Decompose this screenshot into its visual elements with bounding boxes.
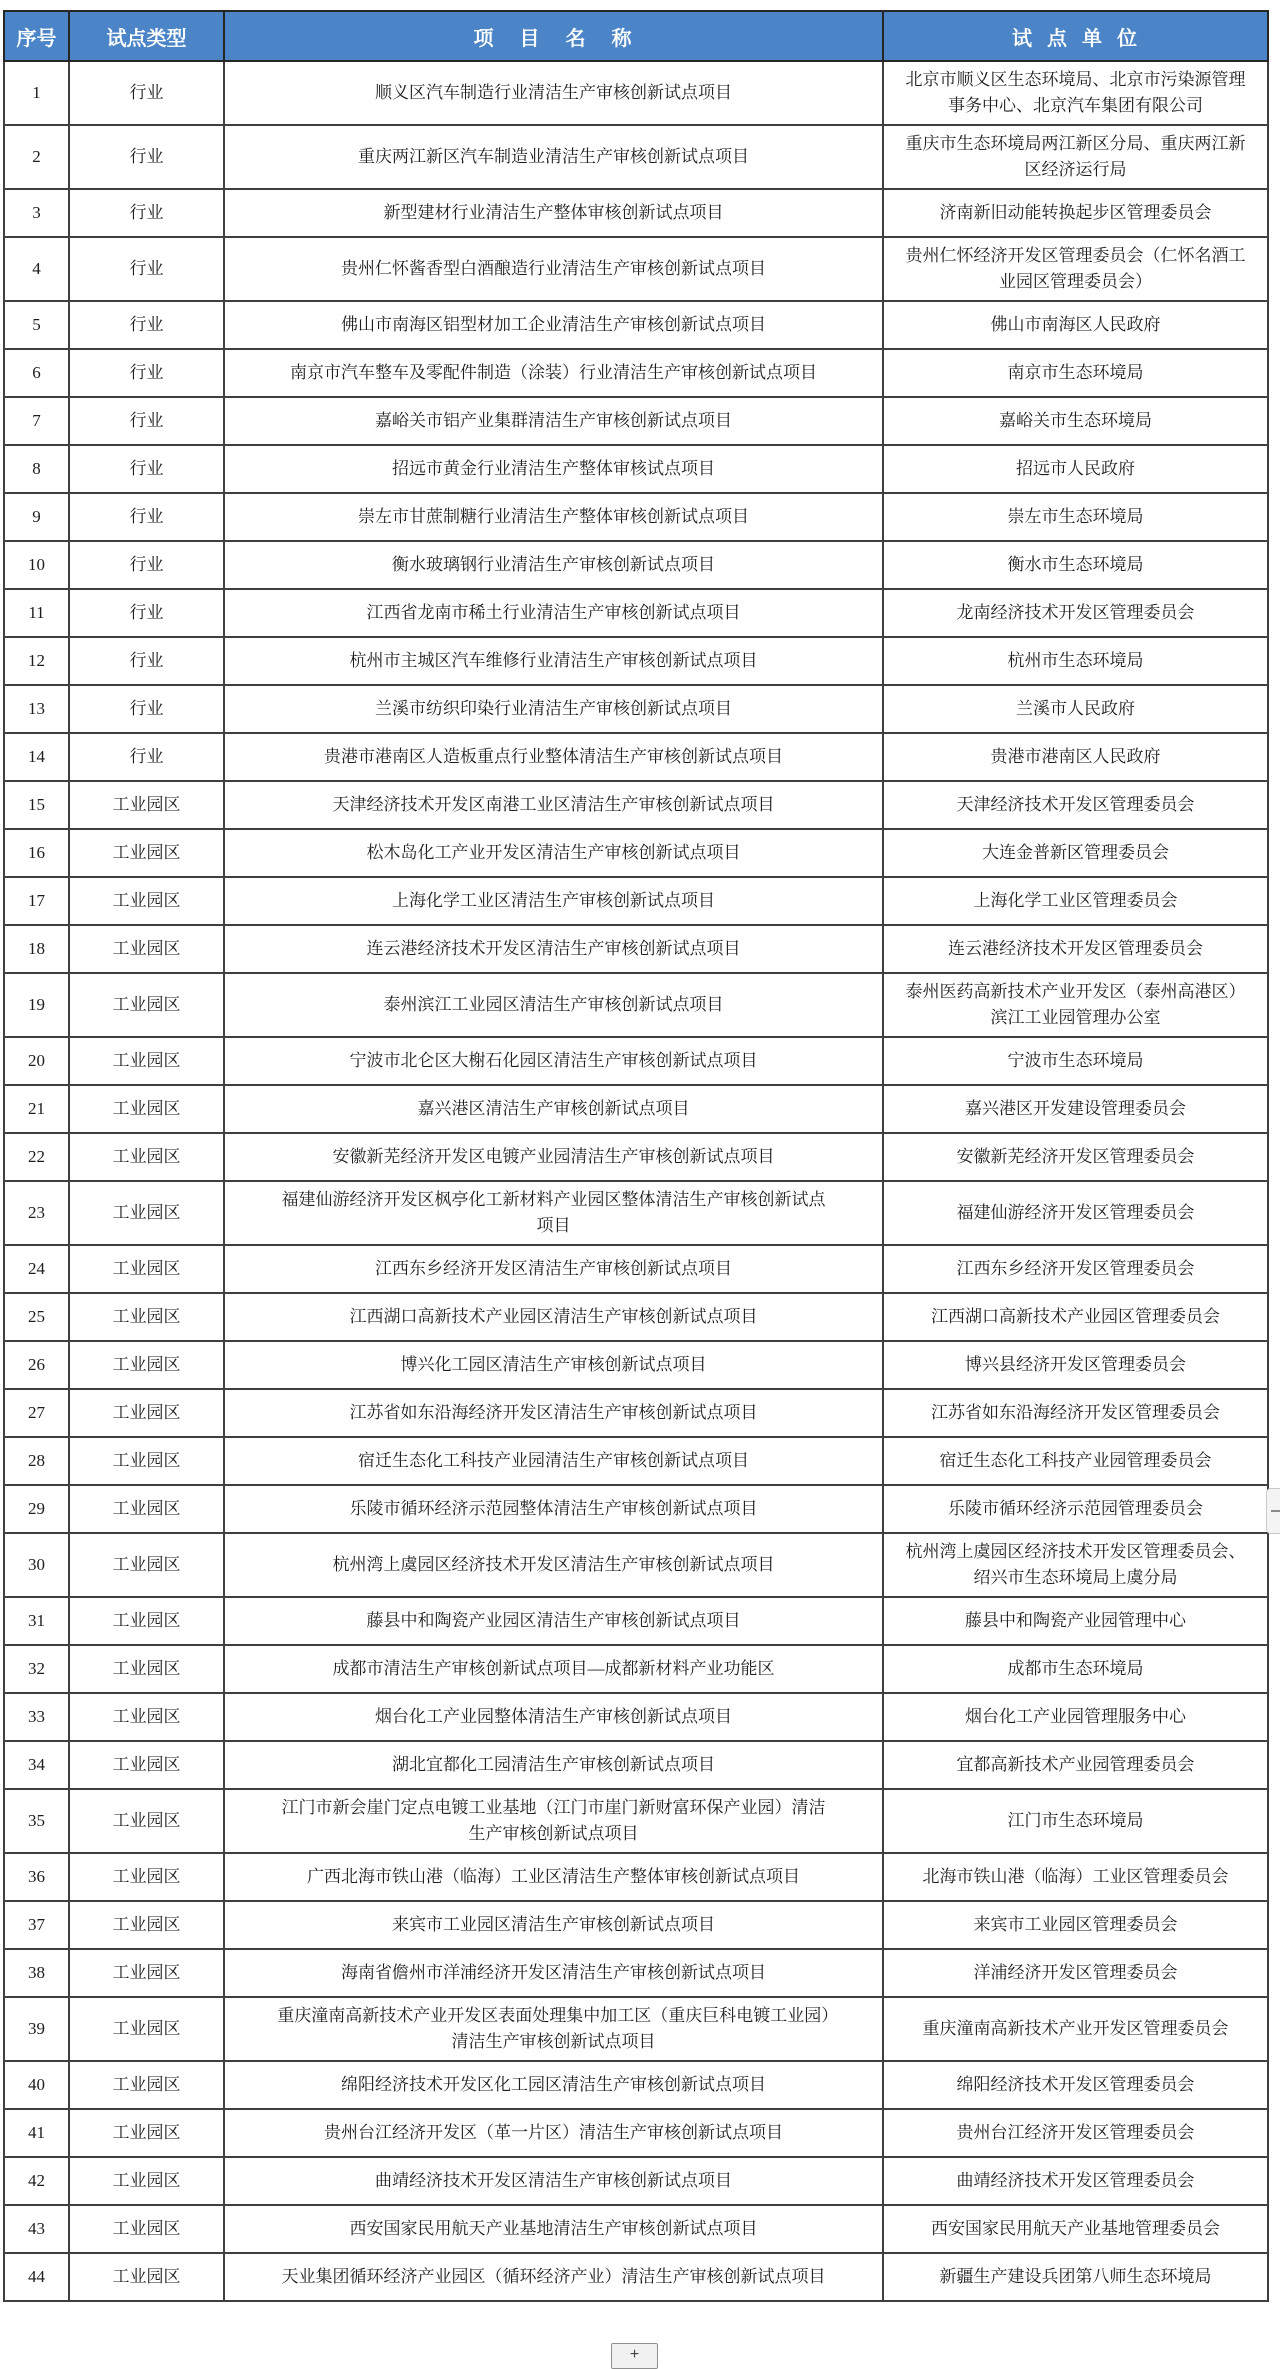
row-type-cell: 行业 [69,541,224,589]
row-type-cell: 工业园区 [69,1037,224,1085]
row-serial-cell: 20 [4,1037,69,1085]
row-type-cell: 行业 [69,301,224,349]
row-type-cell: 行业 [69,349,224,397]
row-type-cell: 工业园区 [69,1181,224,1245]
row-serial-cell: 38 [4,1949,69,1997]
table-row [4,1997,1268,2061]
project-name-cell: 衡水玻璃钢行业清洁生产审核创新试点项目 [224,541,883,589]
project-name-cell: 天业集团循环经济产业园区（循环经济产业）清洁生产审核创新试点项目 [224,2253,883,2301]
row-type-cell: 工业园区 [69,1133,224,1181]
row-serial-cell: 40 [4,2061,69,2109]
row-serial-cell: 28 [4,1437,69,1485]
table-row [4,1133,1268,1181]
row-serial-cell: 7 [4,397,69,445]
row-serial-cell: 36 [4,1853,69,1901]
row-type-cell: 行业 [69,237,224,301]
unit-cell: 上海化学工业区管理委员会 [883,877,1268,925]
table-row [4,2205,1268,2253]
table-row [4,829,1268,877]
row-serial-cell: 31 [4,1597,69,1645]
unit-cell: 佛山市南海区人民政府 [883,301,1268,349]
row-serial-cell: 2 [4,125,69,189]
col-header-unit: 试点单位 [883,11,1268,61]
row-serial-cell: 6 [4,349,69,397]
row-type-cell: 工业园区 [69,1901,224,1949]
row-serial-cell: 5 [4,301,69,349]
unit-cell: 北海市铁山港（临海）工业区管理委员会 [883,1853,1268,1901]
project-name-cell: 海南省儋州市洋浦经济开发区清洁生产审核创新试点项目 [224,1949,883,1997]
project-name-cell: 杭州市主城区汽车维修行业清洁生产审核创新试点项目 [224,637,883,685]
row-serial-cell: 44 [4,2253,69,2301]
unit-cell: 新疆生产建设兵团第八师生态环境局 [883,2253,1268,2301]
row-type-cell: 行业 [69,189,224,237]
project-name-cell: 绵阳经济技术开发区化工园区清洁生产审核创新试点项目 [224,2061,883,2109]
row-serial-cell: 1 [4,61,69,125]
table-row [4,237,1268,301]
table-row [4,1293,1268,1341]
row-serial-cell: 8 [4,445,69,493]
row-serial-cell: 18 [4,925,69,973]
unit-cell: 重庆市生态环境局两江新区分局、重庆两江新区经济运行局 [883,125,1268,189]
unit-cell: 天津经济技术开发区管理委员会 [883,781,1268,829]
project-name-cell: 佛山市南海区铝型材加工企业清洁生产审核创新试点项目 [224,301,883,349]
table-row [4,301,1268,349]
unit-cell: 济南新旧动能转换起步区管理委员会 [883,189,1268,237]
table-row [4,973,1268,1037]
table-row [4,125,1268,189]
project-name-cell: 乐陵市循环经济示范园整体清洁生产审核创新试点项目 [224,1485,883,1533]
table-row [4,349,1268,397]
row-type-cell: 工业园区 [69,1437,224,1485]
table-row [4,1389,1268,1437]
row-serial-cell: 10 [4,541,69,589]
row-serial-cell: 12 [4,637,69,685]
project-name-cell: 福建仙游经济开发区枫亭化工新材料产业园区整体清洁生产审核创新试点项目 [224,1181,883,1245]
project-name-cell: 上海化学工业区清洁生产审核创新试点项目 [224,877,883,925]
handle-dash-icon [1271,1510,1280,1512]
row-type-cell: 行业 [69,733,224,781]
project-name-cell: 杭州湾上虞园区经济技术开发区清洁生产审核创新试点项目 [224,1533,883,1597]
row-type-cell: 工业园区 [69,1853,224,1901]
project-name-cell: 南京市汽车整车及零配件制造（涂装）行业清洁生产审核创新试点项目 [224,349,883,397]
table-row [4,1901,1268,1949]
row-type-cell: 工业园区 [69,877,224,925]
unit-cell: 龙南经济技术开发区管理委员会 [883,589,1268,637]
table-row [4,2157,1268,2205]
unit-cell: 连云港经济技术开发区管理委员会 [883,925,1268,973]
project-name-cell: 江西湖口高新技术产业园区清洁生产审核创新试点项目 [224,1293,883,1341]
row-type-cell: 工业园区 [69,1789,224,1853]
project-name-cell: 宁波市北仑区大榭石化园区清洁生产审核创新试点项目 [224,1037,883,1085]
row-type-cell: 工业园区 [69,2205,224,2253]
row-type-cell: 行业 [69,61,224,125]
row-serial-cell: 3 [4,189,69,237]
row-serial-cell: 15 [4,781,69,829]
unit-cell: 崇左市生态环境局 [883,493,1268,541]
project-name-cell: 江门市新会崖门定点电镀工业基地（江门市崖门新财富环保产业园）清洁生产审核创新试点项目 [224,1789,883,1853]
row-type-cell: 工业园区 [69,1389,224,1437]
unit-cell: 大连金普新区管理委员会 [883,829,1268,877]
project-name-cell: 曲靖经济技术开发区清洁生产审核创新试点项目 [224,2157,883,2205]
row-serial-cell: 14 [4,733,69,781]
unit-cell: 衡水市生态环境局 [883,541,1268,589]
row-serial-cell: 22 [4,1133,69,1181]
unit-cell: 来宾市工业园区管理委员会 [883,1901,1268,1949]
row-type-cell: 工业园区 [69,1645,224,1693]
row-type-cell: 工业园区 [69,1997,224,2061]
unit-cell: 杭州市生态环境局 [883,637,1268,685]
project-name-cell: 泰州滨江工业园区清洁生产审核创新试点项目 [224,973,883,1037]
row-type-cell: 行业 [69,397,224,445]
row-type-cell: 行业 [69,125,224,189]
table-row [4,1645,1268,1693]
unit-cell: 贵州台江经济开发区管理委员会 [883,2109,1268,2157]
row-type-cell: 工业园区 [69,1341,224,1389]
unit-cell: 成都市生态环境局 [883,1645,1268,1693]
unit-cell: 烟台化工产业园管理服务中心 [883,1693,1268,1741]
row-type-cell: 行业 [69,685,224,733]
project-name-cell: 天津经济技术开发区南港工业区清洁生产审核创新试点项目 [224,781,883,829]
row-serial-cell: 32 [4,1645,69,1693]
project-name-cell: 成都市清洁生产审核创新试点项目—成都新材料产业功能区 [224,1645,883,1693]
table-row [4,1037,1268,1085]
row-type-cell: 工业园区 [69,1245,224,1293]
table-row [4,493,1268,541]
row-type-cell: 行业 [69,445,224,493]
row-type-cell: 工业园区 [69,1949,224,1997]
project-name-cell: 重庆两江新区汽车制造业清洁生产审核创新试点项目 [224,125,883,189]
row-type-cell: 工业园区 [69,925,224,973]
project-name-cell: 来宾市工业园区清洁生产审核创新试点项目 [224,1901,883,1949]
table-row [4,541,1268,589]
zoom-in-button[interactable]: + [611,2343,658,2369]
table-row [4,1485,1268,1533]
unit-cell: 江门市生态环境局 [883,1789,1268,1853]
project-name-cell: 宿迁生态化工科技产业园清洁生产审核创新试点项目 [224,1437,883,1485]
unit-cell: 江西湖口高新技术产业园区管理委员会 [883,1293,1268,1341]
row-type-cell: 工业园区 [69,2157,224,2205]
table-row [4,1533,1268,1597]
row-serial-cell: 41 [4,2109,69,2157]
col-header-type: 试点类型 [69,11,224,61]
project-name-cell: 重庆潼南高新技术产业开发区表面处理集中加工区（重庆巨科电镀工业园）清洁生产审核创新试点项目 [224,1997,883,2061]
unit-cell: 招远市人民政府 [883,445,1268,493]
project-name-cell: 江苏省如东沿海经济开发区清洁生产审核创新试点项目 [224,1389,883,1437]
unit-cell: 贵港市港南区人民政府 [883,733,1268,781]
row-type-cell: 行业 [69,637,224,685]
unit-cell: 博兴县经济开发区管理委员会 [883,1341,1268,1389]
project-name-cell: 江西省龙南市稀土行业清洁生产审核创新试点项目 [224,589,883,637]
table-row [4,2109,1268,2157]
unit-cell: 南京市生态环境局 [883,349,1268,397]
row-type-cell: 工业园区 [69,1693,224,1741]
unit-cell: 曲靖经济技术开发区管理委员会 [883,2157,1268,2205]
unit-cell: 嘉峪关市生态环境局 [883,397,1268,445]
project-name-cell: 松木岛化工产业开发区清洁生产审核创新试点项目 [224,829,883,877]
table-row [4,1181,1268,1245]
row-type-cell: 工业园区 [69,1741,224,1789]
project-name-cell: 广西北海市铁山港（临海）工业区清洁生产整体审核创新试点项目 [224,1853,883,1901]
row-serial-cell: 33 [4,1693,69,1741]
row-serial-cell: 19 [4,973,69,1037]
table-row [4,637,1268,685]
row-serial-cell: 21 [4,1085,69,1133]
row-serial-cell: 39 [4,1997,69,2061]
unit-cell: 洋浦经济开发区管理委员会 [883,1949,1268,1997]
table-row [4,925,1268,973]
unit-cell: 宿迁生态化工科技产业园管理委员会 [883,1437,1268,1485]
row-serial-cell: 27 [4,1389,69,1437]
project-name-cell: 藤县中和陶瓷产业园区清洁生产审核创新试点项目 [224,1597,883,1645]
row-serial-cell: 23 [4,1181,69,1245]
project-name-cell: 安徽新芜经济开发区电镀产业园清洁生产审核创新试点项目 [224,1133,883,1181]
row-type-cell: 工业园区 [69,1597,224,1645]
row-serial-cell: 43 [4,2205,69,2253]
table-row [4,61,1268,125]
unit-cell: 宁波市生态环境局 [883,1037,1268,1085]
project-name-cell: 江西东乡经济开发区清洁生产审核创新试点项目 [224,1245,883,1293]
unit-cell: 江西东乡经济开发区管理委员会 [883,1245,1268,1293]
row-serial-cell: 42 [4,2157,69,2205]
project-name-cell: 贵州仁怀酱香型白酒酿造行业清洁生产审核创新试点项目 [224,237,883,301]
table-row [4,733,1268,781]
row-type-cell: 工业园区 [69,1485,224,1533]
row-serial-cell: 4 [4,237,69,301]
table-row [4,1949,1268,1997]
table-row [4,2061,1268,2109]
unit-cell: 北京市顺义区生态环境局、北京市污染源管理事务中心、北京汽车集团有限公司 [883,61,1268,125]
table-row [4,589,1268,637]
table-row [4,1741,1268,1789]
pilot-projects-table [3,10,1269,2302]
row-serial-cell: 9 [4,493,69,541]
side-panel-handle[interactable] [1266,1488,1280,1534]
row-type-cell: 工业园区 [69,1085,224,1133]
row-type-cell: 工业园区 [69,2061,224,2109]
unit-cell: 乐陵市循环经济示范园管理委员会 [883,1485,1268,1533]
table-row [4,189,1268,237]
project-name-cell: 西安国家民用航天产业基地清洁生产审核创新试点项目 [224,2205,883,2253]
row-serial-cell: 16 [4,829,69,877]
unit-cell: 福建仙游经济开发区管理委员会 [883,1181,1268,1245]
row-serial-cell: 24 [4,1245,69,1293]
project-name-cell: 嘉兴港区清洁生产审核创新试点项目 [224,1085,883,1133]
project-name-cell: 贵港市港南区人造板重点行业整体清洁生产审核创新试点项目 [224,733,883,781]
unit-cell: 西安国家民用航天产业基地管理委员会 [883,2205,1268,2253]
table-row [4,781,1268,829]
project-name-cell: 兰溪市纺织印染行业清洁生产审核创新试点项目 [224,685,883,733]
unit-cell: 江苏省如东沿海经济开发区管理委员会 [883,1389,1268,1437]
row-type-cell: 行业 [69,589,224,637]
row-type-cell: 工业园区 [69,781,224,829]
col-header-project: 项目名称 [224,11,883,61]
project-name-cell: 嘉峪关市铝产业集群清洁生产审核创新试点项目 [224,397,883,445]
project-name-cell: 招远市黄金行业清洁生产整体审核试点项目 [224,445,883,493]
table-row [4,1437,1268,1485]
table-header-row [4,11,1268,61]
row-serial-cell: 37 [4,1901,69,1949]
row-serial-cell: 35 [4,1789,69,1853]
project-name-cell: 烟台化工产业园整体清洁生产审核创新试点项目 [224,1693,883,1741]
row-type-cell: 工业园区 [69,1293,224,1341]
project-name-cell: 顺义区汽车制造行业清洁生产审核创新试点项目 [224,61,883,125]
unit-cell: 宜都高新技术产业园管理委员会 [883,1741,1268,1789]
table-row [4,1693,1268,1741]
table-row [4,1085,1268,1133]
row-type-cell: 工业园区 [69,1533,224,1597]
row-serial-cell: 17 [4,877,69,925]
project-name-cell: 崇左市甘蔗制糖行业清洁生产整体审核创新试点项目 [224,493,883,541]
row-serial-cell: 30 [4,1533,69,1597]
table-row [4,445,1268,493]
row-serial-cell: 26 [4,1341,69,1389]
row-serial-cell: 29 [4,1485,69,1533]
project-name-cell: 贵州台江经济开发区（革一片区）清洁生产审核创新试点项目 [224,2109,883,2157]
project-name-cell: 连云港经济技术开发区清洁生产审核创新试点项目 [224,925,883,973]
table-row [4,397,1268,445]
table-row [4,1245,1268,1293]
row-serial-cell: 11 [4,589,69,637]
unit-cell: 嘉兴港区开发建设管理委员会 [883,1085,1268,1133]
row-serial-cell: 13 [4,685,69,733]
unit-cell: 杭州湾上虞园区经济技术开发区管理委员会、绍兴市生态环境局上虞分局 [883,1533,1268,1597]
table-row [4,1341,1268,1389]
row-serial-cell: 25 [4,1293,69,1341]
col-header-serial: 序号 [4,11,69,61]
table-row [4,1789,1268,1853]
project-name-cell: 新型建材行业清洁生产整体审核创新试点项目 [224,189,883,237]
project-name-cell: 湖北宜都化工园清洁生产审核创新试点项目 [224,1741,883,1789]
table-row [4,685,1268,733]
project-name-cell: 博兴化工园区清洁生产审核创新试点项目 [224,1341,883,1389]
row-type-cell: 工业园区 [69,2109,224,2157]
table-row [4,1597,1268,1645]
unit-cell: 贵州仁怀经济开发区管理委员会（仁怀名酒工业园区管理委员会） [883,237,1268,301]
row-serial-cell: 34 [4,1741,69,1789]
table-body [4,61,1268,2301]
table-row [4,2253,1268,2301]
unit-cell: 泰州医药高新技术产业开发区（泰州高港区）滨江工业园管理办公室 [883,973,1268,1037]
unit-cell: 绵阳经济技术开发区管理委员会 [883,2061,1268,2109]
row-type-cell: 工业园区 [69,2253,224,2301]
table-row [4,1853,1268,1901]
row-type-cell: 工业园区 [69,829,224,877]
unit-cell: 安徽新芜经济开发区管理委员会 [883,1133,1268,1181]
row-type-cell: 工业园区 [69,973,224,1037]
unit-cell: 兰溪市人民政府 [883,685,1268,733]
table-row [4,877,1268,925]
unit-cell: 藤县中和陶瓷产业园管理中心 [883,1597,1268,1645]
row-type-cell: 行业 [69,493,224,541]
unit-cell: 重庆潼南高新技术产业开发区管理委员会 [883,1997,1268,2061]
